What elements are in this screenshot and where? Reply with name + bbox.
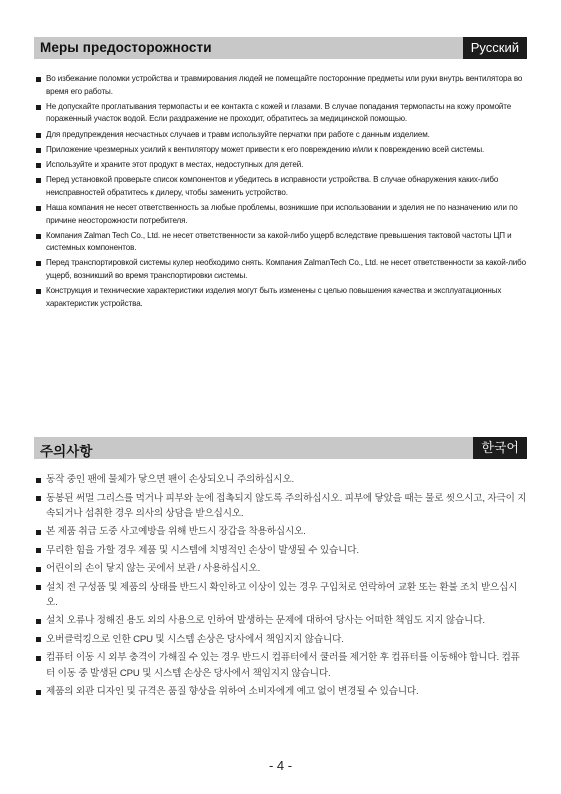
- list-item: [34, 543, 527, 558]
- bullet-square-icon: [36, 548, 41, 553]
- bullet-square-icon: [36, 163, 41, 168]
- item-text: Для предупреждения несчастных случаев и травм используйте перчатки при работе с данным изделием.: [46, 129, 430, 139]
- item-text: 동작 중인 팬에 물체가 닿으면 팬이 손상되오니 주의하십시오.: [46, 474, 295, 485]
- section-header: [34, 437, 527, 459]
- item-text: 설치 오류나 정해진 용도 외의 사용으로 인하여 발생하는 문제에 대하여 당사는 어떠한 책임도 지지 않습니다.: [46, 615, 485, 627]
- item-text: Наша компания не несет ответственность за любые проблемы, возникшие при использовании и зделия не по назначению или по причине неосторожности потребителя.: [46, 202, 518, 225]
- list-item: [34, 230, 527, 255]
- list-item: [34, 684, 527, 699]
- bullet-square-icon: [36, 261, 41, 266]
- list-item: [34, 129, 527, 142]
- list-item: [34, 159, 527, 172]
- item-text: 컴퓨터 이동 시 외부 충격이 가해질 수 있는 경우 반드시 컴퓨터에서 쿨러를 제거한 후 컴퓨터를 이동해야 합니다. 컴퓨터 이동 중 발생된 CPU 및 시스템 손상은 당사에서 책임지지 않습니다.: [46, 652, 520, 679]
- item-text: Используйте и храните этот продукт в местах, недоступных для детей.: [46, 159, 304, 169]
- bullet-square-icon: [36, 656, 41, 661]
- bullet-square-icon: [36, 496, 41, 501]
- list-item: [34, 202, 527, 227]
- bullet-square-icon: [36, 585, 41, 590]
- bullet-square-icon: [36, 690, 41, 695]
- bullet-square-icon: [36, 289, 41, 294]
- bullet-square-icon: [36, 105, 41, 110]
- bullet-square-icon: [36, 206, 41, 211]
- section-korean: [34, 437, 527, 703]
- bullet-square-icon: [36, 637, 41, 642]
- list-item: [34, 472, 527, 487]
- precautions-list: [34, 73, 527, 310]
- bullet-square-icon: [36, 133, 41, 138]
- item-text: Перед установкой проверьте список компонентов и убедитесь в исправности устройства. В случае обнаружения каких-либо неисправностей обратитесь к дилеру, чтобы заменить устройство.: [46, 175, 499, 197]
- bullet-square-icon: [36, 619, 41, 624]
- bullet-square-icon: [36, 478, 41, 483]
- page-number: - 4 -: [268, 758, 293, 773]
- bullet-square-icon: [36, 178, 41, 183]
- item-text: 본 제품 취급 도중 사고예방을 위해 반드시 장갑을 착용하십시오.: [46, 526, 306, 538]
- list-item: [34, 524, 527, 539]
- bullet-square-icon: [36, 77, 41, 82]
- item-text: Не допускайте проглатывания термопасты и ее контакта с кожей и глазами. В случае попадания термопасты на кожу промойте пораженный участок водой. Если раздражение не проходит, обратитесь за медицинской помощью.: [46, 101, 512, 124]
- list-item: [34, 613, 527, 628]
- list-item: [34, 144, 527, 157]
- language-label: 한국어: [473, 437, 527, 459]
- bullet-square-icon: [36, 234, 41, 239]
- section-title: Меры предосторожности: [40, 40, 212, 55]
- bullet-square-icon: [36, 148, 41, 153]
- section-title: 주의사항: [40, 444, 93, 459]
- list-item: [34, 257, 527, 282]
- section-russian: [34, 37, 527, 313]
- item-text: 어린이의 손이 닿지 않는 곳에서 보관 / 사용하십시오.: [46, 563, 261, 575]
- list-item: [34, 632, 527, 647]
- item-text: 오버클럭킹으로 인한 CPU 및 시스템 손상은 당사에서 책임지지 않습니다.: [46, 633, 344, 645]
- item-text: Перед транспортировкой системы кулер необходимо снять. Компания ZalmanTech Co., Ltd. не несет ответственности за какой-либо ущерб, возникший во время транспортировки системы.: [46, 258, 526, 281]
- list-item: [34, 285, 527, 310]
- item-text: 제품의 외관 디자인 및 규격은 품질 향상을 위하여 소비자에게 예고 없이 변경될 수 있습니다.: [46, 686, 419, 698]
- item-text: Приложение чрезмерных усилий к вентилятору может привести к его повреждению и/или к повреждению всей системы.: [46, 144, 485, 154]
- item-text: 설치 전 구성품 및 제품의 상태를 반드시 확인하고 이상이 있는 경우 구입처로 연락하여 교환 또는 환불 조치 받으십시오.: [46, 581, 518, 608]
- list-item: [34, 580, 527, 610]
- item-text: 무리한 힘을 가할 경우 제품 및 시스템에 치명적인 손상이 발생될 수 있습니다.: [46, 544, 359, 556]
- bullet-square-icon: [36, 530, 41, 535]
- list-item: [34, 491, 527, 521]
- list-item: [34, 561, 527, 576]
- item-text: Конструкция и технические характеристики изделия могут быть изменены с целью повышения качества и эксплуатационных характеристик устройства.: [46, 286, 502, 308]
- item-text: Компания Zalman Tech Co., Ltd. не несет ответственности за какой-либо ущерб вследствие превышения тактовой частоты ЦП и системных компонентов.: [46, 230, 512, 253]
- item-text: Во избежание поломки устройства и травмирования людей не помещайте посторонние предметы или руки внутрь вентилятора во время его работы.: [46, 74, 523, 96]
- list-item: [34, 650, 527, 680]
- precautions-list: [34, 472, 527, 699]
- list-item: [34, 73, 527, 98]
- list-item: [34, 174, 527, 199]
- section-header: [34, 37, 527, 59]
- language-label: Русский: [463, 37, 527, 59]
- list-item: [34, 101, 527, 126]
- bullet-square-icon: [36, 567, 41, 572]
- item-text: 동봉된 써멀 그리스를 먹거나 피부와 눈에 접촉되지 않도록 주의하십시오. 피부에 닿았을 때는 물로 씻으시고, 자극이 지속되거나 섭취한 경우 의사의 상담을 받으십시오.: [46, 492, 527, 519]
